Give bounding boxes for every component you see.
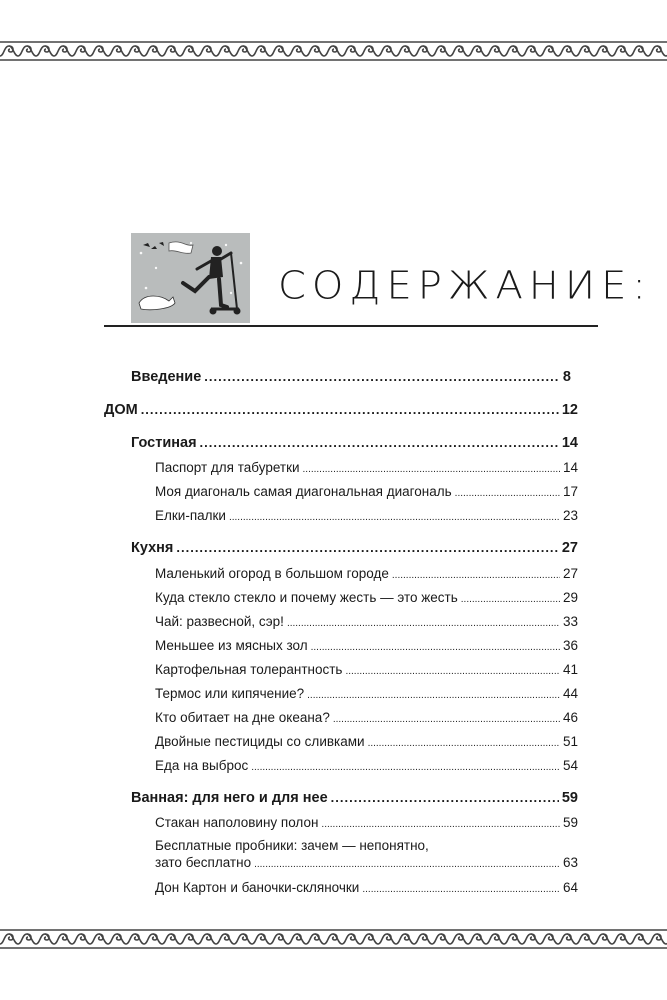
toc-entry[interactable] [155,566,578,581]
toc-leader-dots [461,594,560,605]
toc-leader-dots [345,666,560,677]
toc-entry[interactable] [155,460,578,475]
toc-entry[interactable] [155,686,578,701]
toc-entry-label: Меньшее из мясных зол [155,638,308,653]
toc-leader-dots [362,884,560,895]
toc-entry-label: ДОМ [104,402,138,418]
toc-page-number: 17 [562,484,578,499]
toc-leader-dots [331,790,559,805]
toc-entry-label: Дон Картон и баночки-скляночки [155,880,360,895]
toc-page-number: 41 [562,662,578,677]
toc-page-number: 12 [561,402,578,418]
toc-entry-label: Введение [131,369,202,385]
toc-page-number: 27 [561,540,578,556]
toc-entry[interactable] [155,590,578,605]
toc-entry[interactable] [155,508,578,523]
title-divider [104,325,598,327]
ornamental-border-bottom [0,928,667,950]
toc-leader-dots [204,369,560,384]
toc-page-number: 46 [562,710,578,725]
toc-entry-label: Куда стекло стекло и почему жесть — это жесть [155,590,458,605]
toc-leader-dots [303,464,560,475]
toc-leader-dots [333,714,560,725]
toc-entry-label: Маленький огород в большом городе [155,566,389,581]
toc-page-number: 33 [562,614,578,629]
toc-leader-dots [229,512,560,523]
toc-page-number: 23 [562,508,578,523]
toc-entry-label-line2: зато бесплатно [155,855,252,870]
toc-page-number: 14 [562,460,578,475]
toc-leader-dots [311,642,560,653]
toc-entry-living-room[interactable] [131,435,578,451]
ornamental-border-top [0,40,667,62]
toc-leader-dots [392,570,560,581]
toc-entry-label: Ванная: для него и для нее [131,790,328,806]
page-title: СОДЕРЖАНИЕ: [278,264,652,308]
toc-entry-kitchen[interactable] [131,540,578,556]
toc-entry[interactable] [155,710,578,725]
toc-leader-dots [307,690,560,701]
toc-entry[interactable] [155,638,578,653]
toc-page-number: 59 [561,790,578,806]
toc-entry-label: Елки-палки [155,508,226,523]
toc-page-number: 8 [562,369,571,385]
toc-leader-dots [368,738,560,749]
scooter-runner-illustration [131,233,250,323]
toc-entry[interactable] [155,662,578,677]
toc-entry-label: Паспорт для табуретки [155,460,300,475]
toc-entry-introduction[interactable] [131,369,571,385]
toc-leader-dots [254,859,560,870]
toc-leader-dots [455,488,560,499]
toc-entry[interactable] [155,758,578,773]
toc-leader-dots [200,435,559,450]
toc-entry-bathroom[interactable] [131,790,578,806]
toc-entry[interactable] [155,734,578,749]
toc-page-number: 59 [562,815,578,830]
toc-leader-dots [321,819,560,830]
toc-page-number: 54 [562,758,578,773]
toc-entry-label: Термос или кипячение? [155,686,305,701]
toc-entry-label: Стакан наполовину полон [155,815,319,830]
toc-entry[interactable] [155,880,578,895]
toc-entry-label: Еда на выброс [155,758,249,773]
toc-entry[interactable] [155,614,578,629]
toc-entry-label: Чай: развесной, сэр! [155,614,284,629]
toc-entry-label: Моя диагональ самая диагональная диагональ [155,484,452,499]
toc-page-number: 14 [561,435,578,451]
toc-entry-label: Двойные пестициды со сливками [155,734,365,749]
toc-page-number: 36 [562,638,578,653]
toc-leader-dots [251,762,560,773]
toc-leader-dots [141,402,559,417]
toc-entry-section-home[interactable] [104,402,578,418]
toc-entry[interactable] [155,484,578,499]
toc-entry-label: Кухня [131,540,174,556]
toc-page-number: 44 [562,686,578,701]
toc-entry-label: Картофельная толерантность [155,662,343,677]
toc-entry-label: Кто обитает на дне океана? [155,710,330,725]
toc-page-number: 64 [562,880,578,895]
toc-page-number: 29 [562,590,578,605]
toc-entry-label-line1: Бесплатные пробники: зачем — непонятно, [155,838,429,853]
toc-leader-dots [287,618,560,629]
toc-leader-dots [176,540,558,555]
toc-entry-label: Гостиная [131,435,197,451]
toc-page-number: 63 [562,855,578,870]
toc-entry[interactable] [155,815,578,830]
toc-page-number: 51 [562,734,578,749]
toc-entry[interactable] [155,855,578,870]
toc-page-number: 27 [562,566,578,581]
